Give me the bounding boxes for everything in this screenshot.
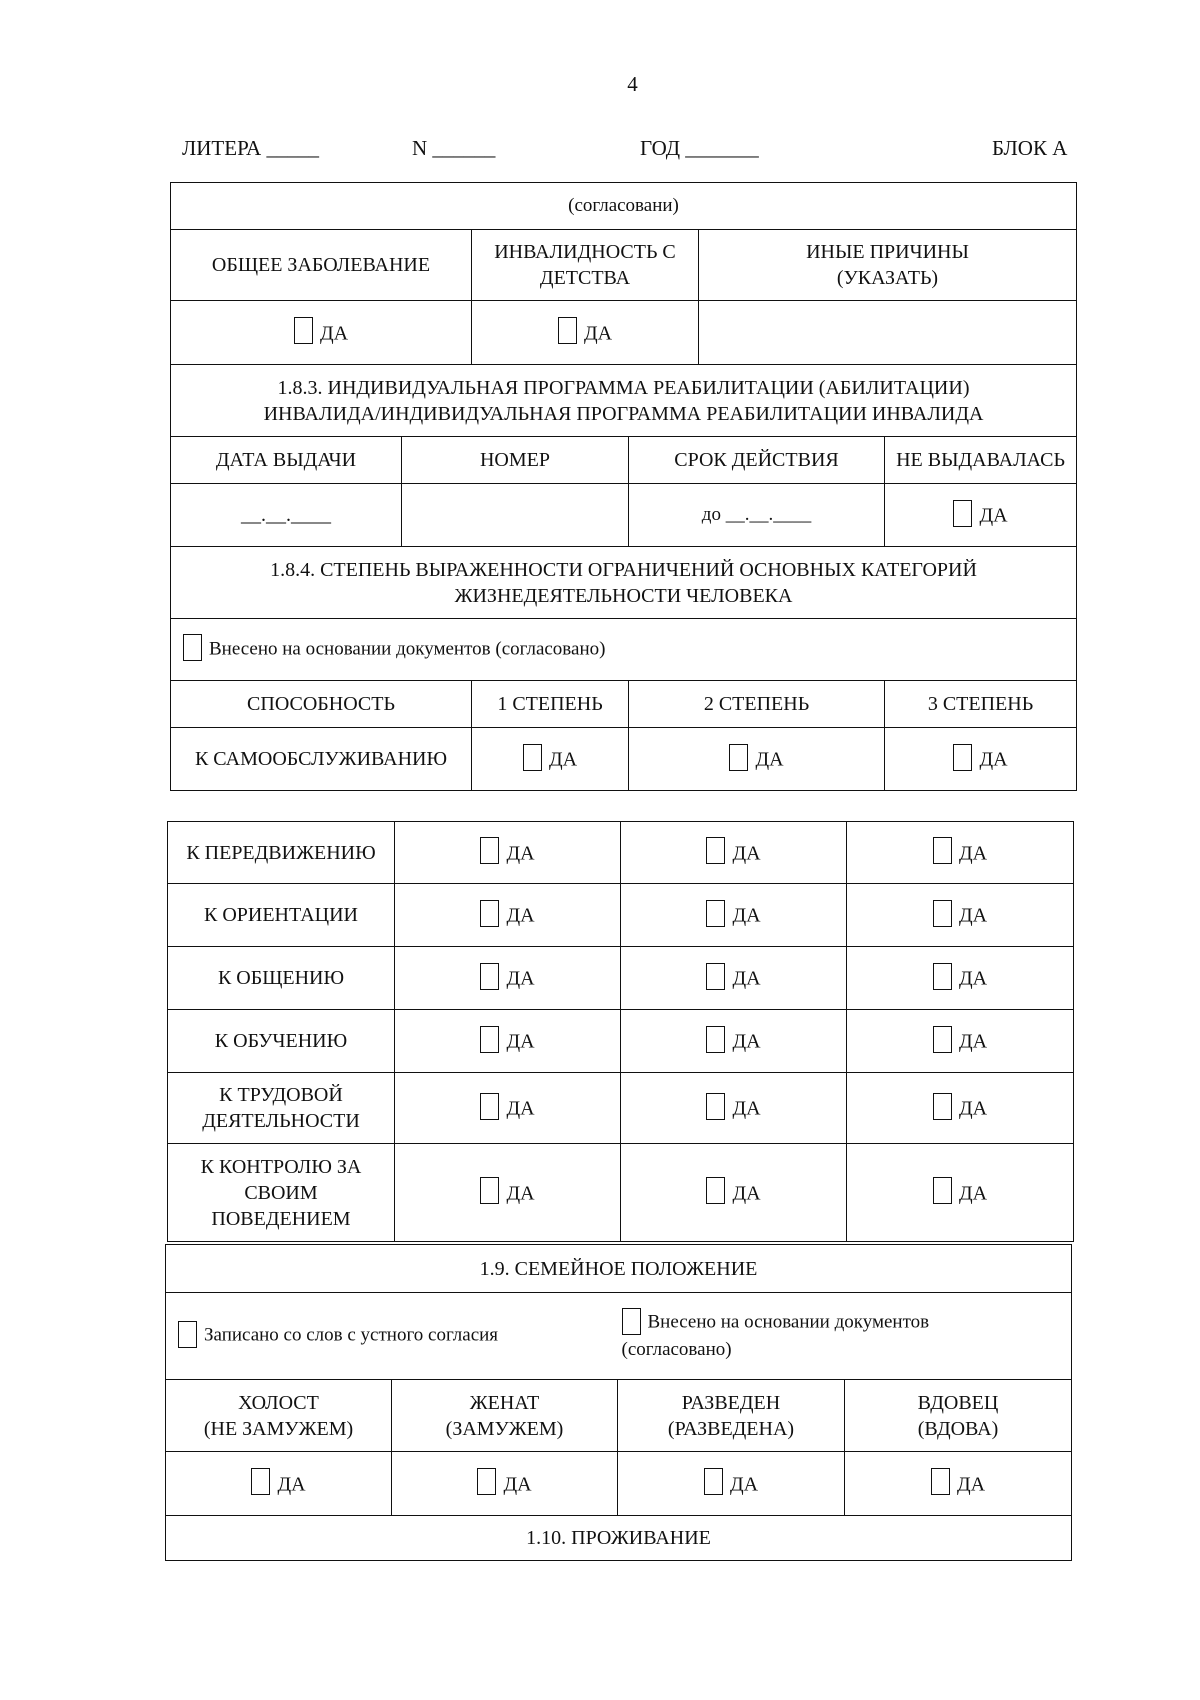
yes-label: ДА xyxy=(319,321,349,344)
checkbox[interactable] xyxy=(477,1468,496,1495)
litera-field: ЛИТЕРА _____ xyxy=(182,136,319,160)
number-field: N ______ xyxy=(412,136,496,160)
married-cell xyxy=(392,1452,618,1516)
col-ability: СПОСОБНОСТЬ xyxy=(171,681,472,728)
degree-1-cell xyxy=(395,1073,621,1144)
section-1-8-4-line1: 1.8.4. СТЕПЕНЬ ВЫРАЖЕННОСТИ ОГРАНИЧЕНИЙ ОСНОВНЫХ КАТЕГОРИЙ xyxy=(270,558,977,581)
section-1-8-4-line2: ЖИЗНЕДЕЯТЕЛЬНОСТИ ЧЕЛОВЕКА xyxy=(454,584,793,607)
ability-label-line: ПОВЕДЕНИЕМ xyxy=(211,1207,351,1230)
abilities-table xyxy=(167,821,1074,1242)
yes-label: ДА xyxy=(732,904,761,927)
yes-label: ДА xyxy=(732,1097,761,1120)
checkbox[interactable] xyxy=(931,1468,950,1495)
degree-3-cell xyxy=(847,884,1074,947)
degree-1-cell xyxy=(395,1010,621,1073)
col-degree-3: 3 СТЕПЕНЬ xyxy=(885,681,1077,728)
checkbox[interactable] xyxy=(706,837,725,864)
checkbox[interactable] xyxy=(480,1177,499,1204)
yes-label: ДА xyxy=(755,748,784,771)
degree-2-cell xyxy=(629,728,885,791)
ability-row xyxy=(168,1010,1074,1073)
checkbox[interactable] xyxy=(706,963,725,990)
checkbox[interactable] xyxy=(933,963,952,990)
yes-label: ДА xyxy=(506,1030,535,1053)
yes-label: ДА xyxy=(958,1030,988,1053)
col-other-reasons-line2: (УКАЗАТЬ) xyxy=(836,267,939,289)
agreed-note: (согласовани) xyxy=(171,183,1077,230)
col-degree-1: 1 СТЕПЕНЬ xyxy=(472,681,629,728)
checkbox[interactable] xyxy=(933,1026,952,1053)
col-divorced: РАЗВЕДЕН (РАЗВЕДЕНА) xyxy=(618,1380,845,1452)
family-section-title: 1.9. СЕМЕЙНОЕ ПОЛОЖЕНИЕ xyxy=(166,1245,1072,1293)
col-other-reasons xyxy=(699,230,1077,301)
degree-3-cell xyxy=(847,947,1074,1010)
col-issue-date: ДАТА ВЫДАЧИ xyxy=(171,437,402,484)
checkbox[interactable] xyxy=(933,837,952,864)
checkbox[interactable] xyxy=(704,1468,723,1495)
col-married: ЖЕНАТ (ЗАМУЖЕМ) xyxy=(392,1380,618,1452)
yes-label: ДА xyxy=(958,1097,988,1120)
checkbox[interactable] xyxy=(933,900,952,927)
yes-label: ДА xyxy=(506,967,535,990)
yes-label: ДА xyxy=(506,841,535,864)
checkbox[interactable] xyxy=(480,837,499,864)
yes-label: ДА xyxy=(732,1030,761,1053)
ability-label xyxy=(168,1073,395,1144)
yes-label: ДА xyxy=(548,748,578,771)
ability-row xyxy=(168,1144,1074,1242)
oral-consent-cell xyxy=(166,1293,618,1380)
checkbox[interactable] xyxy=(933,1177,952,1204)
section-1-8-4-title xyxy=(171,547,1077,619)
col-degree-2: 2 СТЕПЕНЬ xyxy=(629,681,885,728)
ability-row xyxy=(168,947,1074,1010)
degree-2-cell xyxy=(621,1144,847,1242)
general-illness-cell xyxy=(171,301,472,365)
yes-label: ДА xyxy=(732,1181,761,1204)
by-documents-label: Внесено на основании документов (согласовано) xyxy=(209,638,606,660)
degree-2-cell xyxy=(621,822,847,884)
issue-date-input[interactable]: __.__.____ xyxy=(171,484,402,547)
by-documents-row xyxy=(171,619,1077,681)
checkbox[interactable] xyxy=(294,317,313,344)
degree-1-cell xyxy=(395,1144,621,1242)
ability-label xyxy=(168,947,395,1010)
checkbox[interactable] xyxy=(251,1468,270,1495)
degree-3-cell xyxy=(847,822,1074,884)
degree-1-cell xyxy=(472,728,629,791)
degree-2-cell xyxy=(621,884,847,947)
ability-label xyxy=(168,1144,395,1242)
oral-consent-label: Записано со слов с устного согласия xyxy=(204,1325,499,1347)
col-number: НОМЕР xyxy=(402,437,629,484)
ability-label-line: К ОБЩЕНИЮ xyxy=(217,967,345,989)
degree-2-cell xyxy=(621,1010,847,1073)
yes-label: ДА xyxy=(506,1181,535,1204)
ability-label-line: К ОБУЧЕНИЮ xyxy=(214,1030,348,1052)
disability-table xyxy=(170,182,1077,791)
checkbox[interactable] xyxy=(706,900,725,927)
checkbox[interactable] xyxy=(480,1093,499,1120)
degree-1-cell xyxy=(395,822,621,884)
ability-label-line: ДЕЯТЕЛЬНОСТИ xyxy=(202,1110,360,1132)
degree-1-cell xyxy=(395,884,621,947)
checkbox[interactable] xyxy=(480,900,499,927)
ability-label-line: К КОНТРОЛЮ ЗА xyxy=(200,1155,362,1178)
family-docs-cell xyxy=(618,1293,1072,1380)
degree-2-cell xyxy=(621,1073,847,1144)
degree-3-cell xyxy=(847,1073,1074,1144)
ability-self-care: К САМООБСЛУЖИВАНИЮ xyxy=(171,728,472,791)
yes-label: ДА xyxy=(979,504,1008,527)
degree-3-cell xyxy=(885,728,1077,791)
checkbox[interactable] xyxy=(953,744,972,771)
checkbox[interactable] xyxy=(480,963,499,990)
checkbox[interactable] xyxy=(729,744,748,771)
yes-label: ДА xyxy=(958,967,988,990)
ability-label xyxy=(168,1010,395,1073)
not-issued-cell xyxy=(885,484,1077,547)
yes-label: ДА xyxy=(732,841,761,864)
col-single: ХОЛОСТ (НЕ ЗАМУЖЕМ) xyxy=(166,1380,392,1452)
checkbox[interactable] xyxy=(706,1026,725,1053)
checkbox[interactable] xyxy=(953,500,972,527)
ability-label-line: К ОРИЕНТАЦИИ xyxy=(203,904,358,926)
col-validity: СРОК ДЕЙСТВИЯ xyxy=(629,437,885,484)
col-general-illness: ОБЩЕЕ ЗАБОЛЕВАНИЕ xyxy=(171,230,472,301)
col-other-reasons-line1: ИНЫЕ ПРИЧИНЫ xyxy=(806,241,969,263)
year-field: ГОД _______ xyxy=(640,136,759,160)
checkbox[interactable] xyxy=(183,634,202,661)
checkbox[interactable] xyxy=(178,1321,197,1348)
checkbox[interactable] xyxy=(706,1177,725,1204)
section-1-8-3-title xyxy=(171,365,1077,437)
checkbox[interactable] xyxy=(523,744,542,771)
section-1-8-3-line1: 1.8.3. ИНДИВИДУАЛЬНАЯ ПРОГРАММА РЕАБИЛИТАЦИИ (АБИЛИТАЦИИ) xyxy=(277,376,970,399)
ability-label-line: СВОИМ xyxy=(244,1181,318,1204)
yes-label: ДА xyxy=(277,1472,306,1495)
checkbox[interactable] xyxy=(933,1093,952,1120)
col-widowed: ВДОВЕЦ (ВДОВА) xyxy=(845,1380,1072,1452)
degree-3-cell xyxy=(847,1144,1074,1242)
checkbox[interactable] xyxy=(622,1308,641,1335)
validity-input[interactable]: до __.__.____ xyxy=(629,484,885,547)
yes-label: ДА xyxy=(958,1181,988,1204)
checkbox[interactable] xyxy=(480,1026,499,1053)
single-cell xyxy=(166,1452,392,1516)
widowed-cell xyxy=(845,1452,1072,1516)
ability-row xyxy=(168,1073,1074,1144)
ability-row xyxy=(168,822,1074,884)
col-not-issued: НЕ ВЫДАВАЛАСЬ xyxy=(885,437,1077,484)
yes-label: ДА xyxy=(958,841,988,864)
ability-label-line: К ПЕРЕДВИЖЕНИЮ xyxy=(186,841,376,864)
checkbox[interactable] xyxy=(706,1093,725,1120)
degree-1-cell xyxy=(395,947,621,1010)
family-table xyxy=(165,1244,1072,1561)
number-input[interactable] xyxy=(402,484,629,547)
ability-label-line: К ТРУДОВОЙ xyxy=(219,1084,343,1106)
yes-label: ДА xyxy=(956,1472,986,1495)
ability-label xyxy=(168,822,395,884)
yes-label: ДА xyxy=(583,321,613,344)
section-1-8-3-line2: ИНВАЛИДА/ИНДИВИДУАЛЬНАЯ ПРОГРАММА РЕАБИЛИТАЦИИ ИНВАЛИДА xyxy=(263,402,984,425)
yes-label: ДА xyxy=(729,1472,759,1495)
ability-label xyxy=(168,884,395,947)
degree-3-cell xyxy=(847,1010,1074,1073)
yes-label: ДА xyxy=(506,1097,535,1120)
block-label: БЛОК А xyxy=(992,136,1068,160)
other-reasons-input[interactable] xyxy=(699,301,1077,365)
ability-row xyxy=(168,884,1074,947)
yes-label: ДА xyxy=(506,904,535,927)
page-number: 4 xyxy=(627,72,638,96)
childhood-disability-cell xyxy=(472,301,699,365)
checkbox[interactable] xyxy=(558,317,577,344)
yes-label: ДА xyxy=(503,1472,532,1495)
yes-label: ДА xyxy=(979,748,1008,771)
col-childhood-disability: ИНВАЛИДНОСТЬ С ДЕТСТВА xyxy=(472,230,699,301)
yes-label: ДА xyxy=(958,904,988,927)
family-docs-line2: (согласовано) xyxy=(621,1338,732,1360)
yes-label: ДА xyxy=(732,967,761,990)
living-section-title: 1.10. ПРОЖИВАНИЕ xyxy=(166,1516,1072,1561)
family-docs-line1: Внесено на основании документов xyxy=(622,1309,1066,1336)
degree-2-cell xyxy=(621,947,847,1010)
divorced-cell xyxy=(618,1452,845,1516)
